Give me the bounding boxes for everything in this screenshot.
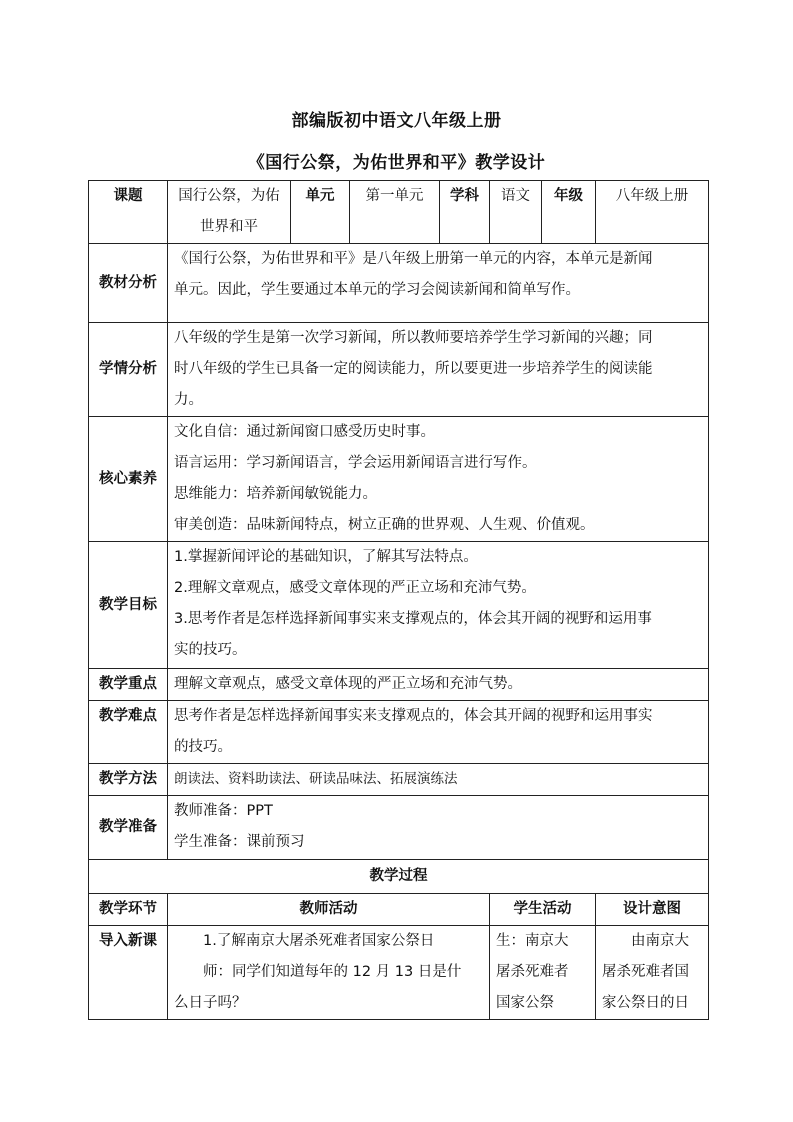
process-header-row (89, 894, 709, 926)
intro-teacher-activity (168, 926, 490, 1020)
lesson-label: 课题 (89, 181, 168, 244)
design-intent-header: 设计意图 (596, 894, 709, 926)
student-line: 国家公祭 (496, 995, 554, 1011)
stage-header: 教学环节 (89, 894, 168, 926)
document-title: 部编版初中语文八年级上册 (291, 111, 502, 131)
student-activity-header: 学生活动 (490, 894, 596, 926)
grade-value: 八年级上册 (596, 181, 709, 244)
material-label: 教材分析 (89, 244, 168, 323)
grade-label: 年级 (542, 181, 596, 244)
material-line: 单元。因此，学生要通过本单元的学习会阅读新闻和简单写作。 (174, 282, 580, 298)
subject-label: 学科 (440, 181, 490, 244)
teacher-line: 么日子吗？ (174, 995, 247, 1011)
students-label: 学情分析 (89, 323, 168, 417)
lesson-value: 国行公祭，为佑世界和平 (168, 181, 291, 244)
focus-line: 理解文章观点，感受文章体现的严正立场和充沛气势。 (174, 676, 522, 692)
students-row (89, 323, 709, 417)
literacy-label: 核心素养 (89, 417, 168, 542)
literacy-line: 思维能力：培养新闻敏锐能力。 (174, 486, 377, 502)
goals-line: 2.理解文章观点，感受文章体现的严正立场和充沛气势。 (174, 580, 536, 596)
difficulty-row (89, 701, 709, 764)
focus-row (89, 669, 709, 701)
intro-design-intent (596, 926, 709, 1020)
teacher-activity-header: 教师活动 (168, 894, 490, 926)
intro-stage: 导入新课 (89, 926, 168, 1020)
goals-content (168, 542, 709, 669)
material-row (89, 244, 709, 323)
process-title: 教学过程 (89, 860, 709, 894)
teacher-line: 1.了解南京大屠杀死难者国家公祭日 (203, 933, 435, 949)
focus-content (168, 669, 709, 701)
process-title-row (89, 860, 709, 894)
difficulty-line: 思考作者是怎样选择新闻事实来支撑观点的，体会其开阔的视野和运用事实 (174, 708, 653, 724)
document-subtitle: 《国行公祭，为佑世界和平》教学设计 (247, 153, 546, 173)
intro-row (89, 926, 709, 1020)
student-line: 屠杀死难者 (496, 964, 569, 980)
preparation-label: 教学准备 (89, 796, 168, 860)
preparation-line: 学生准备：课前预习 (174, 834, 305, 850)
subject-value: 语文 (490, 181, 542, 244)
literacy-row (89, 417, 709, 542)
students-line: 八年级的学生是第一次学习新闻，所以教师要培养学生学习新闻的兴趣；同 (174, 330, 653, 346)
students-content (168, 323, 709, 417)
methods-line: 朗读法、资料助读法、研读品味法、拓展演练法 (174, 771, 458, 787)
student-line: 生：南京大 (496, 933, 569, 949)
preparation-row (89, 796, 709, 860)
literacy-content (168, 417, 709, 542)
students-line: 力。 (174, 392, 203, 408)
goals-line: 实的技巧。 (174, 642, 247, 658)
difficulty-line: 的技巧。 (174, 739, 232, 755)
material-content (168, 244, 709, 323)
goals-label: 教学目标 (89, 542, 168, 669)
intent-line: 屠杀死难者国 (602, 964, 689, 980)
intro-student-activity (490, 926, 596, 1020)
material-line: 《国行公祭，为佑世界和平》是八年级上册第一单元的内容，本单元是新闻 (174, 251, 653, 267)
difficulty-content (168, 701, 709, 764)
focus-label: 教学重点 (89, 669, 168, 701)
students-line: 时八年级的学生已具备一定的阅读能力，所以要更进一步培养学生的阅读能 (174, 361, 653, 377)
intent-line: 家公祭日的日 (602, 995, 689, 1011)
goals-row (89, 542, 709, 669)
preparation-line: 教师准备：PPT (174, 803, 273, 819)
difficulty-label: 教学难点 (89, 701, 168, 764)
methods-row (89, 764, 709, 796)
lesson-plan-table (88, 180, 709, 1020)
goals-line: 3.思考作者是怎样选择新闻事实来支撑观点的，体会其开阔的视野和运用事 (174, 611, 652, 627)
unit-label: 单元 (291, 181, 350, 244)
methods-content (168, 764, 709, 796)
methods-label: 教学方法 (89, 764, 168, 796)
literacy-line: 审美创造：品味新闻特点，树立正确的世界观、人生观、价值观。 (174, 517, 595, 533)
teacher-line: 师：同学们知道每年的 12 月 13 日是什 (203, 964, 462, 980)
preparation-content (168, 796, 709, 860)
goals-line: 1.掌握新闻评论的基础知识，了解其写法特点。 (174, 549, 478, 565)
unit-value: 第一单元 (350, 181, 440, 244)
literacy-line: 语言运用：学习新闻语言，学会运用新闻语言进行写作。 (174, 455, 537, 471)
literacy-line: 文化自信：通过新闻窗口感受历史时事。 (174, 424, 435, 440)
header-row (89, 181, 709, 244)
intent-line: 由南京大 (631, 933, 689, 949)
